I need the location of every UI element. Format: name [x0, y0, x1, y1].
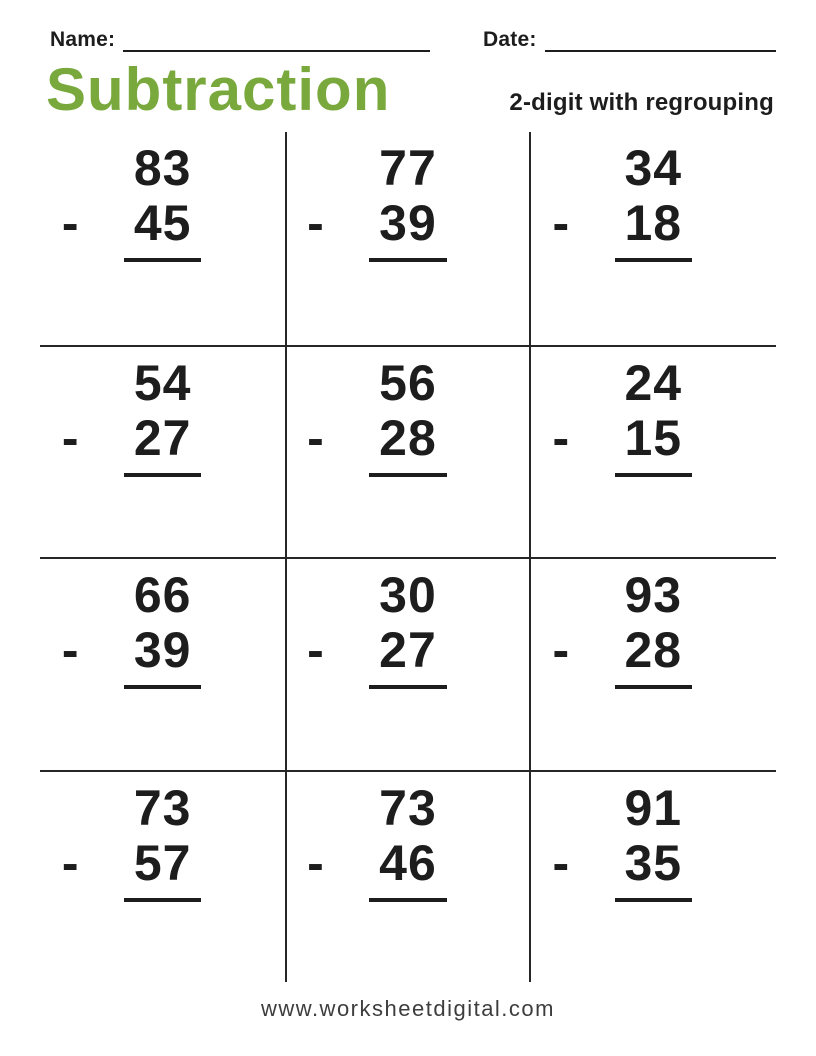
page-subtitle: 2-digit with regrouping [509, 89, 774, 116]
subtrahend: 57 [124, 837, 202, 902]
subtrahend: 28 [615, 624, 693, 689]
minus-sign: - [552, 409, 571, 466]
name-label: Name: [50, 28, 116, 51]
subtrahend-row [552, 409, 693, 477]
subtraction-problem [552, 140, 693, 262]
problem-cell [285, 557, 530, 770]
subtrahend: 45 [124, 197, 202, 262]
subtrahend-row [61, 622, 202, 689]
minuend: 56 [379, 354, 437, 411]
subtraction-problem [307, 354, 447, 477]
minus-sign: - [307, 409, 325, 466]
problem-cell [285, 132, 530, 345]
date-field [483, 28, 776, 52]
subtraction-problem [307, 140, 447, 262]
subtrahend: 27 [124, 412, 202, 477]
minus-sign: - [552, 195, 571, 251]
minus-sign: - [307, 195, 325, 251]
minuend: 77 [379, 140, 437, 196]
problem-cell [40, 345, 285, 558]
subtraction-problem [552, 354, 693, 477]
problem-cell [40, 557, 285, 770]
minus-sign: - [307, 622, 325, 678]
subtrahend: 39 [124, 624, 202, 689]
minuend: 83 [133, 140, 192, 196]
subtrahend-row [61, 195, 202, 262]
subtrahend: 28 [369, 412, 447, 477]
minus-sign: - [552, 834, 571, 891]
subtrahend: 35 [615, 837, 693, 902]
problem-cell [285, 770, 530, 983]
subtrahend: 46 [369, 837, 447, 902]
subtrahend-row [307, 622, 447, 689]
subtrahend-row [552, 834, 693, 902]
minuend: 73 [379, 779, 437, 836]
minus-sign: - [61, 409, 80, 466]
date-blank-line [545, 28, 776, 52]
subtrahend: 39 [369, 197, 447, 262]
minus-sign: - [307, 834, 325, 891]
problem-cell [531, 132, 776, 345]
subtraction-problem [61, 567, 202, 689]
subtraction-problem [552, 567, 693, 689]
title-row [40, 56, 776, 123]
subtrahend-row [61, 409, 202, 477]
subtraction-problem [307, 567, 447, 689]
problem-cell [531, 345, 776, 558]
minuend: 93 [624, 567, 683, 623]
problem-cell [285, 345, 530, 558]
subtrahend-row [307, 834, 447, 902]
subtrahend-row [307, 409, 447, 477]
subtrahend: 18 [615, 197, 693, 262]
problem-cell [40, 770, 285, 983]
problems-grid [40, 132, 776, 982]
problem-cell [531, 557, 776, 770]
subtraction-problem [61, 140, 202, 262]
subtraction-problem [61, 779, 202, 902]
minuend: 24 [624, 354, 683, 411]
subtrahend: 27 [369, 624, 447, 689]
minuend: 54 [133, 354, 192, 411]
subtraction-problem [552, 779, 693, 902]
minus-sign: - [61, 834, 80, 891]
subtraction-problem [61, 354, 202, 477]
minuend: 34 [624, 140, 683, 196]
minus-sign: - [61, 195, 80, 251]
subtrahend-row [552, 195, 693, 262]
minuend: 66 [133, 567, 192, 623]
problem-cell [40, 132, 285, 345]
subtrahend: 15 [615, 412, 693, 477]
minuend: 73 [133, 779, 192, 836]
header-row [50, 28, 776, 52]
subtrahend-row [552, 622, 693, 689]
minuend: 30 [379, 567, 437, 623]
subtrahend-row [61, 834, 202, 902]
minus-sign: - [552, 622, 571, 678]
date-label: Date: [483, 28, 537, 51]
minuend: 91 [624, 779, 683, 836]
name-field [50, 28, 430, 52]
footer-website: www.worksheetdigital.com [261, 996, 555, 1021]
subtraction-problem [307, 779, 447, 902]
name-blank-line [123, 28, 430, 52]
minus-sign: - [61, 622, 80, 678]
problem-cell [531, 770, 776, 983]
subtrahend-row [307, 195, 447, 262]
page-title: Subtraction [46, 56, 391, 123]
